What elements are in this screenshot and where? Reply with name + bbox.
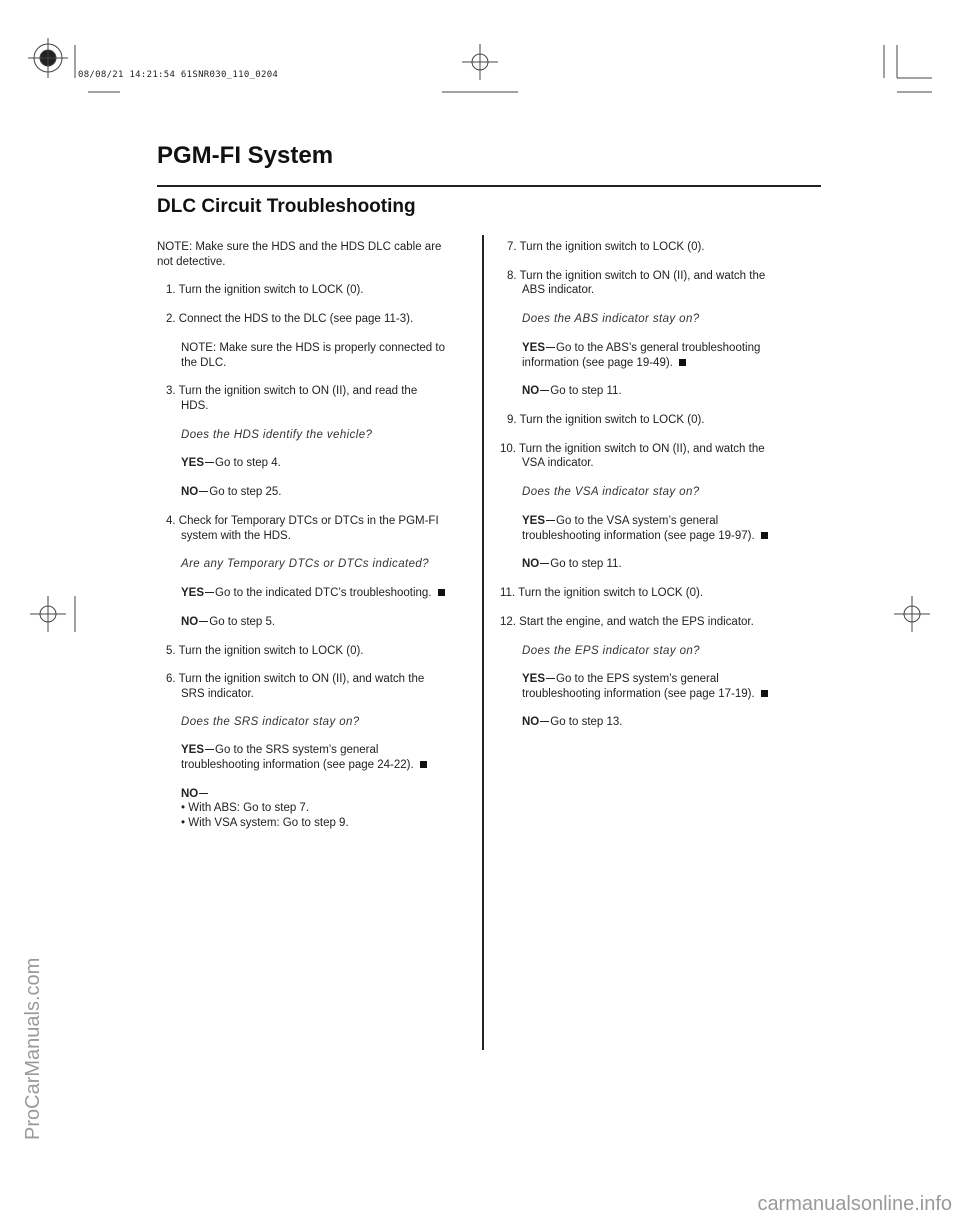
answer-text-cont (522, 529, 768, 544)
end-mark-icon (761, 532, 768, 539)
page-title: DLC Circuit Troubleshooting (157, 196, 416, 217)
yes-label: YES (181, 457, 205, 469)
step-11: 11. Turn the ignition switch to LOCK (0). (500, 587, 704, 599)
dash (546, 678, 555, 679)
no-label: NO (181, 616, 199, 628)
answer-no (181, 485, 282, 500)
section-title: PGM-FI System (157, 142, 334, 169)
answer-no (522, 557, 622, 572)
side-watermark: ProCarManuals.com (22, 957, 44, 1140)
yes-label: YES (181, 587, 205, 599)
dash (199, 793, 208, 794)
step-3-cont: HDS. (181, 400, 209, 412)
answer-text: Go to step 13. (550, 716, 623, 728)
end-mark-icon (420, 761, 427, 768)
step-7: 7. Turn the ignition switch to LOCK (0). (507, 241, 705, 253)
no-label: NO (522, 385, 540, 397)
answer-text: Go to the EPS system’s general (556, 673, 719, 685)
no-label: NO (522, 716, 540, 728)
question-srs: Does the SRS indicator stay on? (181, 716, 360, 728)
step-9: 9. Turn the ignition switch to LOCK (0). (507, 414, 705, 426)
yes-label: YES (522, 515, 546, 527)
dash (540, 721, 549, 722)
step-5: 5. Turn the ignition switch to LOCK (0). (166, 645, 364, 657)
answer-yes (522, 514, 718, 529)
step-6-cont: SRS indicator. (181, 688, 254, 700)
dash (540, 563, 549, 564)
answer-no (522, 715, 623, 730)
column-divider (482, 235, 484, 1050)
answer-text: information (see page 19-49). (522, 357, 673, 369)
yes-label: YES (522, 673, 546, 685)
step-1: 1. Turn the ignition switch to LOCK (0). (166, 284, 364, 296)
dash (546, 520, 555, 521)
answer-text: Go to the SRS system’s general (215, 744, 379, 756)
step-2-note: the DLC. (181, 357, 227, 369)
question-hds: Does the HDS identify the vehicle? (181, 429, 373, 441)
answer-text-cont (181, 758, 427, 773)
step-8-cont: ABS indicator. (522, 284, 595, 296)
end-mark-icon (679, 359, 686, 366)
answer-text: Go to the indicated DTC’s troubleshooting. (215, 587, 432, 599)
answer-no (181, 787, 209, 802)
step-4-cont: system with the HDS. (181, 530, 291, 542)
question-abs: Does the ABS indicator stay on? (522, 313, 700, 325)
answer-text: Go to the VSA system’s general (556, 515, 719, 527)
question-vsa: Does the VSA indicator stay on? (522, 486, 700, 498)
dash (205, 462, 214, 463)
answer-yes (522, 341, 760, 356)
dash (205, 592, 214, 593)
answer-text: Go to step 5. (209, 616, 276, 628)
step-2: 2. Connect the HDS to the DLC (see page 11-3). (166, 313, 414, 325)
end-mark-icon (438, 589, 445, 596)
answer-text: Go to step 11. (550, 558, 622, 570)
question-eps: Does the EPS indicator stay on? (522, 645, 700, 657)
yes-label: YES (522, 342, 546, 354)
no-label: NO (181, 788, 199, 800)
step-2-note: NOTE: Make sure the HDS is properly connected to (181, 342, 445, 354)
step-10: 10. Turn the ignition switch to ON (II), and watch the (500, 443, 765, 455)
print-stamp: 08/08/21 14:21:54 61SNR030_110_0204 (78, 70, 279, 80)
step-10-cont: VSA indicator. (522, 457, 594, 469)
step-3: 3. Turn the ignition switch to ON (II), and read the (166, 385, 418, 397)
answer-yes (522, 672, 719, 687)
step-6: 6. Turn the ignition switch to ON (II), and watch the (166, 673, 425, 685)
no-label: NO (181, 486, 199, 498)
step-4: 4. Check for Temporary DTCs or DTCs in the PGM-FI (166, 515, 439, 527)
answer-text-cont (522, 687, 768, 702)
answer-text: Go to step 4. (215, 457, 281, 469)
dash (199, 621, 208, 622)
question-dtc: Are any Temporary DTCs or DTCs indicated? (181, 558, 429, 570)
yes-label: YES (181, 744, 205, 756)
answer-yes (181, 586, 445, 601)
note-line: not detective. (157, 256, 226, 268)
answer-text: Go to the ABS’s general troubleshooting (556, 342, 761, 354)
answer-text: Go to step 25. (209, 486, 282, 498)
dash (199, 491, 208, 492)
dash (546, 347, 555, 348)
dash (205, 749, 214, 750)
answer-text: troubleshooting information (see page 17-19). (522, 688, 755, 700)
header-rule (157, 185, 821, 187)
step-8: 8. Turn the ignition switch to ON (II), and watch the (507, 270, 766, 282)
answer-text-cont (522, 356, 686, 371)
bullet-abs: • With ABS: Go to step 7. (181, 802, 310, 814)
dash (540, 390, 549, 391)
answer-yes (181, 743, 378, 758)
no-label: NO (522, 558, 540, 570)
step-12: 12. Start the engine, and watch the EPS indicator. (500, 616, 754, 628)
answer-no (181, 615, 275, 630)
end-mark-icon (761, 690, 768, 697)
answer-no (522, 384, 622, 399)
answer-yes (181, 456, 281, 471)
answer-text: troubleshooting information (see page 19-97). (522, 530, 755, 542)
answer-text: troubleshooting information (see page 24-22). (181, 759, 414, 771)
note-line: NOTE: Make sure the HDS and the HDS DLC cable are (157, 241, 442, 253)
bullet-vsa: • With VSA system: Go to step 9. (181, 817, 349, 829)
answer-text: Go to step 11. (550, 385, 622, 397)
bottom-watermark: carmanualsonline.info (757, 1193, 952, 1215)
